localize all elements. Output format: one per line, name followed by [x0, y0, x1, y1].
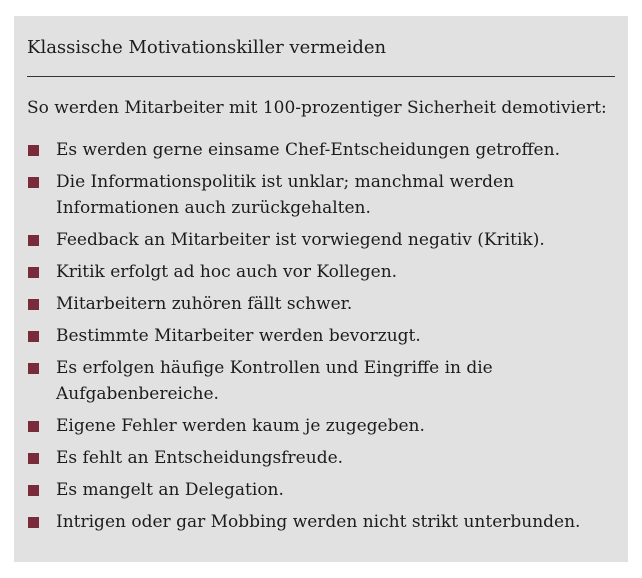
list-item — [27, 445, 617, 471]
square-bullet-icon — [28, 517, 39, 528]
list-item-text: Es fehlt an Entscheidungsfreude. — [56, 448, 344, 468]
list-item — [27, 509, 617, 535]
square-bullet-icon — [28, 235, 39, 246]
list-item-text: Kritik erfolgt ad hoc auch vor Kollegen. — [56, 262, 398, 282]
title-divider — [27, 76, 615, 77]
square-bullet-icon — [28, 453, 39, 464]
list-item — [27, 169, 617, 221]
list-item — [27, 323, 617, 349]
list-item-text: Es mangelt an Delegation. — [56, 480, 284, 500]
square-bullet-icon — [28, 177, 39, 188]
list-item-text: Bestimmte Mitarbeiter werden bevorzugt. — [56, 326, 421, 346]
square-bullet-icon — [28, 299, 39, 310]
square-bullet-icon — [28, 145, 39, 156]
list-item-text: Es erfolgen häufige Kontrollen und Eingriffe in die Aufgabenbereiche. — [56, 358, 493, 404]
list-item-text: Die Informationspolitik ist unklar; manchmal werden Informationen auch zurückgehalten. — [56, 172, 515, 218]
list-item — [27, 477, 617, 503]
list-item-text: Es werden gerne einsame Chef-Entscheidungen getroffen. — [56, 140, 560, 160]
list-item-text: Intrigen oder gar Mobbing werden nicht strikt unterbunden. — [56, 512, 581, 532]
list-item-text: Feedback an Mitarbeiter ist vorwiegend negativ (Kritik). — [56, 230, 545, 250]
list-item — [27, 413, 617, 439]
list-item — [27, 227, 617, 253]
square-bullet-icon — [28, 363, 39, 374]
list-item — [27, 355, 617, 407]
list-item-text: Eigene Fehler werden kaum je zugegeben. — [56, 416, 425, 436]
square-bullet-icon — [28, 485, 39, 496]
list-item — [27, 137, 617, 163]
intro-text: So werden Mitarbeiter mit 100-prozentiger Sicherheit demotiviert: — [27, 98, 607, 118]
square-bullet-icon — [28, 331, 39, 342]
box-title: Klassische Motivationskiller vermeiden — [27, 37, 387, 58]
info-box — [14, 16, 628, 562]
list-item — [27, 291, 617, 317]
square-bullet-icon — [28, 267, 39, 278]
list-item-text: Mitarbeitern zuhören fällt schwer. — [56, 294, 353, 314]
square-bullet-icon — [28, 421, 39, 432]
list-item — [27, 259, 617, 285]
killer-list — [27, 137, 617, 541]
